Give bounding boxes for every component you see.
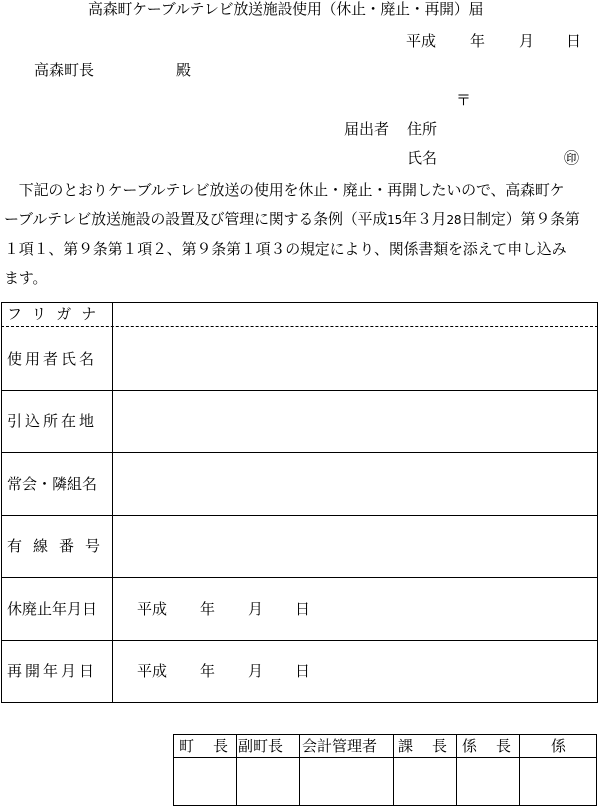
applicant-address-label: 住所 xyxy=(407,120,438,138)
approval-col-divider-2 xyxy=(299,734,300,806)
user-name-label: 使用者氏名 xyxy=(7,350,98,368)
suspend-date-label: 休廃止年月日 xyxy=(7,600,98,618)
date-year: 年 xyxy=(470,32,486,50)
body-line-2c: 年３月 xyxy=(402,210,447,228)
row-divider-4 xyxy=(1,577,598,578)
approval-subsection-chief: 係 長 xyxy=(462,737,514,755)
resume-era: 平成 xyxy=(137,662,168,680)
suspend-month: 月 xyxy=(248,600,264,618)
approval-col-divider-5 xyxy=(519,734,520,806)
addressee-name: 高森町長 xyxy=(34,61,95,79)
approval-col-divider-4 xyxy=(456,734,457,806)
applicant-label: 届出者 xyxy=(344,120,390,138)
row-divider-1 xyxy=(1,390,598,391)
approval-deputy-mayor: 副町長 xyxy=(238,737,284,755)
resume-year: 年 xyxy=(200,662,216,680)
body-line-2e: 日制定）第９条第 xyxy=(461,210,580,228)
suspend-day: 日 xyxy=(295,600,311,618)
location-label: 引込所在地 xyxy=(7,412,98,430)
resume-day: 日 xyxy=(295,662,311,680)
body-line-2d: 28 xyxy=(446,213,462,227)
approval-col-divider-1 xyxy=(236,734,237,806)
date-day: 日 xyxy=(566,32,582,50)
approval-mayor: 町 長 xyxy=(179,737,231,755)
body-line-4: ます。 xyxy=(4,269,48,287)
approval-staff: 係 xyxy=(551,737,567,755)
resume-date-label: 再開年月日 xyxy=(7,662,98,680)
row-divider-2 xyxy=(1,452,598,453)
body-line-3: １項１、第９条第１項２、第９条第１項３の規定により、関係書類を添えて申し込み xyxy=(4,240,567,258)
furigana-divider xyxy=(1,326,598,327)
body-line-1: 下記のとおりケーブルテレビ放送の使用を休止・廃止・再開したいので、高森町ケ xyxy=(4,181,565,199)
form-title: 高森町ケーブルテレビ放送施設使用（休止・廃止・再開）届 xyxy=(88,0,484,18)
suspend-year: 年 xyxy=(200,600,216,618)
date-month: 月 xyxy=(519,32,535,50)
furigana-label: フリガナ xyxy=(7,305,107,323)
suspend-era: 平成 xyxy=(137,600,168,618)
approval-accountant: 会計管理者 xyxy=(302,737,378,755)
row-divider-5 xyxy=(1,640,598,641)
date-era: 平成 xyxy=(406,32,437,50)
addressee-honorific: 殿 xyxy=(176,61,192,79)
body-paragraph xyxy=(4,176,616,293)
approval-col-divider-3 xyxy=(393,734,394,806)
applicant-name-label: 氏名 xyxy=(407,149,438,167)
approval-section-chief: 課 長 xyxy=(398,737,450,755)
body-line-2 xyxy=(4,205,616,235)
resume-month: 月 xyxy=(248,662,264,680)
district-label: 常会・隣組名 xyxy=(7,475,98,493)
body-line-2a: ーブルテレビ放送施設の設置及び管理に関する条例（平成 xyxy=(4,210,388,228)
line-number-label: 有線番号 xyxy=(7,537,112,555)
row-divider-3 xyxy=(1,515,598,516)
seal-mark: ㊞ xyxy=(564,149,580,167)
postal-mark: 〒 xyxy=(456,91,472,109)
body-line-2b: 15 xyxy=(387,213,403,227)
table-divider-vertical xyxy=(112,302,113,703)
